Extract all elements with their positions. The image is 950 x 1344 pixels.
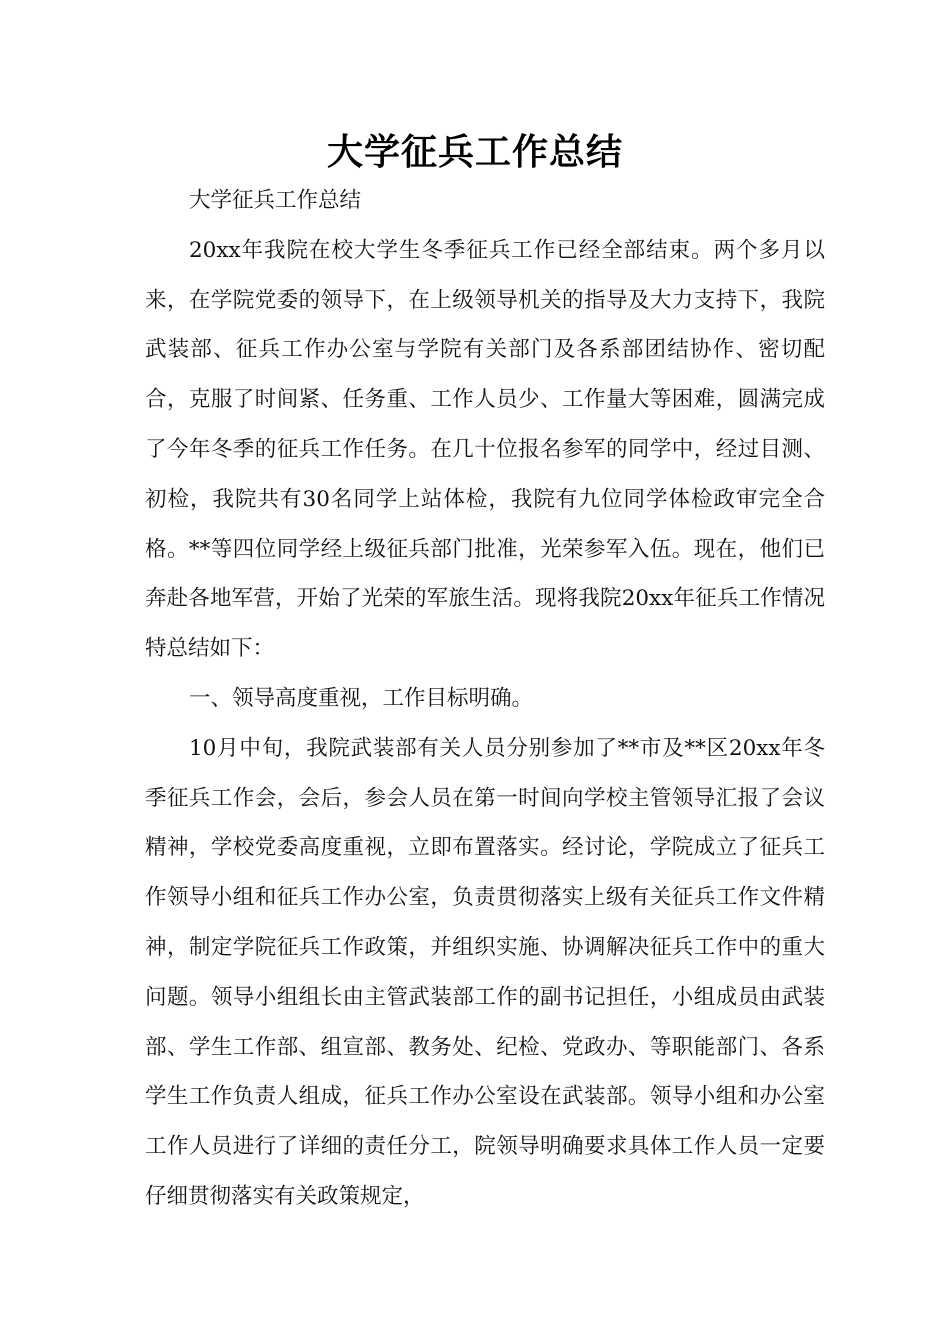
- paragraph-subtitle: 大学征兵工作总结: [189, 188, 362, 213]
- paragraph-section-body: 10月中旬，我院武装部有关人员分别参加了**市及**区20xx年冬季征兵工作会，会后，参会人员在第一时间向学校主管领导汇报了会议精神，学校党委高度重视，立即布置落实。经讨论，学院成立了征兵工作领导小组和征兵工作办公室，负责贯彻落实上级有关征兵工作文件精神，制定学院征兵工作政策，并组织实施、协调解决征兵工作中的重大问题。领导小组组长由主管武装部工作的副书记担任，小组成员由武装部、学生工作部、组宣部、教务处、纪检、党政办、等职能部门、各系学生工作负责人组成，征兵工作办公室设在武装部。领导小组和办公室工作人员进行了详细的责任分工，院领导明确要求具体工作人员一定要仔细贯彻落实有关政策规定，: [145, 735, 825, 1209]
- paragraph-section-heading: 一、领导高度重视，工作目标明确。: [189, 685, 534, 711]
- document-body: [145, 176, 825, 1222]
- paragraph-intro: 20xx年我院在校大学生冬季征兵工作已经全部结束。两个多月以来，在学院党委的领导下，在上级领导机关的指导及大力支持下，我院武装部、征兵工作办公室与学院有关部门及各系部团结协作、密切配合，克服了时间紧、任务重、工作人员少、工作量大等困难，圆满完成了今年冬季的征兵工作任务。在几十位报名参军的同学中，经过目测、初检，我院共有30名同学上站体检，我院有九位同学体检政审完全合格。**等四位同学经上级征兵部门批准，光荣参军入伍。现在，他们已奔赴各地军营，开始了光荣的军旅生活。现将我院20xx年征兵工作情况特总结如下：: [145, 237, 825, 662]
- document-title: 大学征兵工作总结: [326, 132, 623, 173]
